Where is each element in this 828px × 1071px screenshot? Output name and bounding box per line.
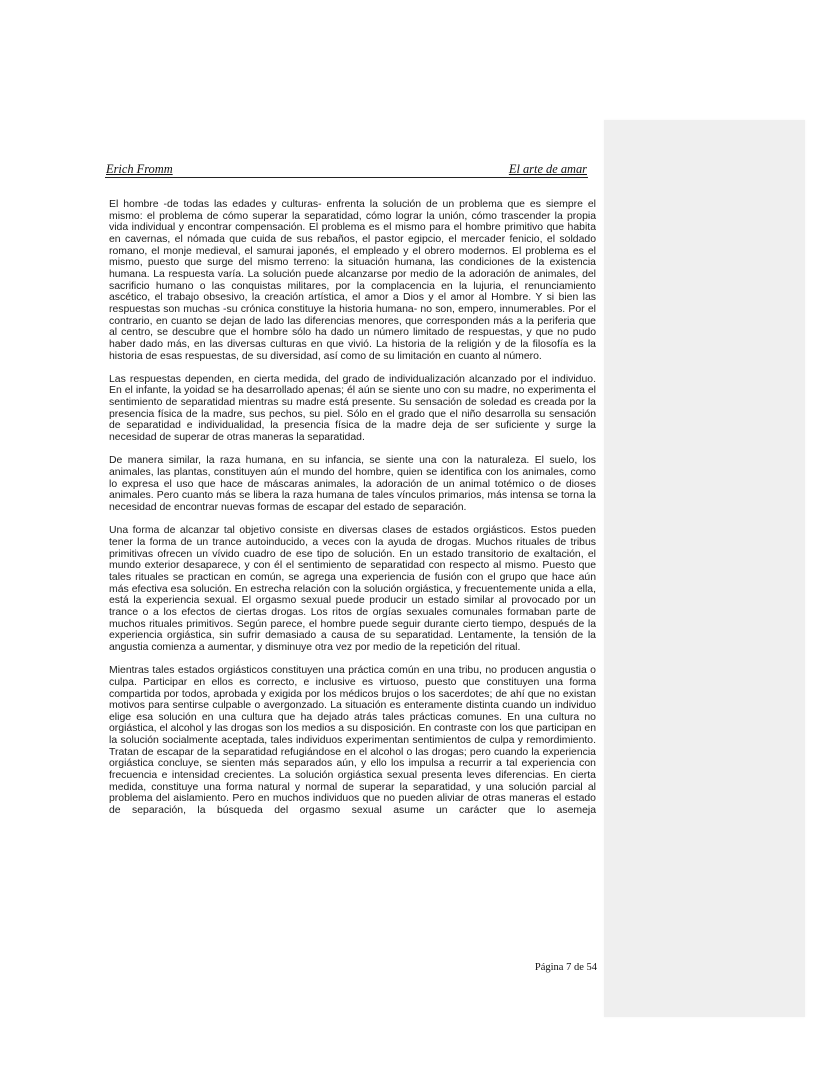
page-body xyxy=(109,199,596,817)
page-header xyxy=(105,161,588,178)
page-number: Página 7 de 54 xyxy=(534,962,597,973)
comment-margin-panel xyxy=(604,120,805,1017)
paragraph: El hombre -de todas las edades y culturas- enfrenta la solución de un problema que es siempre el mismo: el problema de cómo superar la separatidad, cómo lograr la unión, cómo trascender la propia vida individual y encontrar compensación. El problema es el mismo para el hombre primitivo que habita en cavernas, el nómada que cuida de sus rebaños, el pastor egipcio, el mercader fenicio, el soldado romano, el monje medieval, el samurai japonés, el empleado y el obrero modernos. El problema es el mismo, puesto que surge del mismo terreno: la situación humana, las condiciones de la existencia humana. La respuesta varía. La solución puede alcanzarse por medio de la adoración de animales, del sacrificio humano o las conquistas militares, por la complacencia en la lujuria, el renunciamiento ascético, el trabajo obsesivo, la creación artística, el amor a Dios y el amor al Hombre. Y si bien las respuestas son muchas -su crónica constituye la historia humana- no son, empero, innumerables. Por el contrario, en cuanto se dejan de lado las diferencias menores, que corresponden más a la periferia que al centro, se descubre que el hombre sólo ha dado un número limitado de respuestas, y que no pudo haber dado más, en las diversas culturas en que vivió. La historia de la religión y de la filosofía es la historia de esas respuestas, de su diversidad, así como de su limitación en cuanto al número. xyxy=(109,199,596,362)
header-author: Erich Fromm xyxy=(106,162,173,176)
paragraph: Las respuestas dependen, en cierta medida, del grado de individualización alcanzado por el individuo. En el infante, la yoidad se ha desarrollado apenas; él aún se siente uno con su madre, no experimenta el sentimiento de separatidad mientras su madre está presente. Su sensación de soledad es creada por la presencia física de la madre, sus pechos, su piel. Sólo en el grado que el niño desarrolla su sensación de separatidad e individualidad, la presencia física de la madre deja de ser suficiente y surge la necesidad de superar de otras maneras la separatidad. xyxy=(109,373,596,444)
header-book-title: El arte de amar xyxy=(508,162,587,176)
paragraph: De manera similar, la raza humana, en su infancia, se siente una con la naturaleza. El suelo, los animales, las plantas, constituyen aún el mundo del hombre, quien se identifica con los animales, como lo expresa el uso que hace de máscaras animales, la adoración de un animal totémico o de dioses animales. Pero cuanto más se libera la raza humana de tales vínculos primarios, más intensa se torna la necesidad de encontrar nuevas formas de escapar del estado de separación. xyxy=(109,455,596,514)
paragraph: Una forma de alcanzar tal objetivo consiste en diversas clases de estados orgiásticos. Estos pueden tener la forma de un trance autoinducido, a veces con la ayuda de drogas. Muchos rituales de tribus primitivas ofrecen un vívido cuadro de ese tipo de solución. En un estado transitorio de exaltación, el mundo exterior desaparece, y con él el sentimiento de separatidad con respecto al mismo. Puesto que tales rituales se practican en común, se agrega una experiencia de fusión con el grupo que hace aún más efectiva esa solución. En estrecha relación con la solución orgiástica, y frecuentemente unida a ella, está la experiencia sexual. El orgasmo sexual puede producir un estado similar al provocado por un trance o a los efectos de ciertas drogas. Los ritos de orgías sexuales comunales formaban parte de muchos rituales primitivos. Según parece, el hombre puede seguir durante cierto tiempo, después de la experiencia orgiástica, sin sufrir demasiado a causa de su separatidad. Lentamente, la tensión de la angustia comienza a aumentar, y disminuye otra vez por medio de la repetición del ritual. xyxy=(109,525,596,653)
paragraph: Mientras tales estados orgiásticos constituyen una práctica común en una tribu, no producen angustia o culpa. Participar en ellos es correcto, e inclusive es virtuoso, puesto que constituyen una forma compartida por todos, aprobada y exigida por los médicos brujos o los sacerdotes; de ahí que no existan motivos para sentirse culpable o avergonzado. La situación es enteramente distinta cuando un individuo elige esa solución en una cultura que ha dejado atrás tales prácticas comunes. En una cultura no orgiástica, el alcohol y las drogas son los medios a su disposición. En contraste con los que participan en la solución socialmente aceptada, tales individuos experimentan sentimientos de culpa y remordimiento. Tratan de escapar de la separatidad refugiándose en el alcohol o las drogas; pero cuando la experiencia orgiástica concluye, se sienten más separados aún, y ello los impulsa a recurrir a tal experiencia con frecuencia e intensidad crecientes. La solución orgiástica sexual presenta leves diferencias. En cierta medida, constituye una forma natural y normal de superar la separatidad, y una solución parcial al problema del aislamiento. Pero en muchos individuos que no pueden aliviar de otras maneras el estado de separación, la búsqueda del orgasmo sexual asume un carácter que lo asemeja xyxy=(109,665,596,817)
